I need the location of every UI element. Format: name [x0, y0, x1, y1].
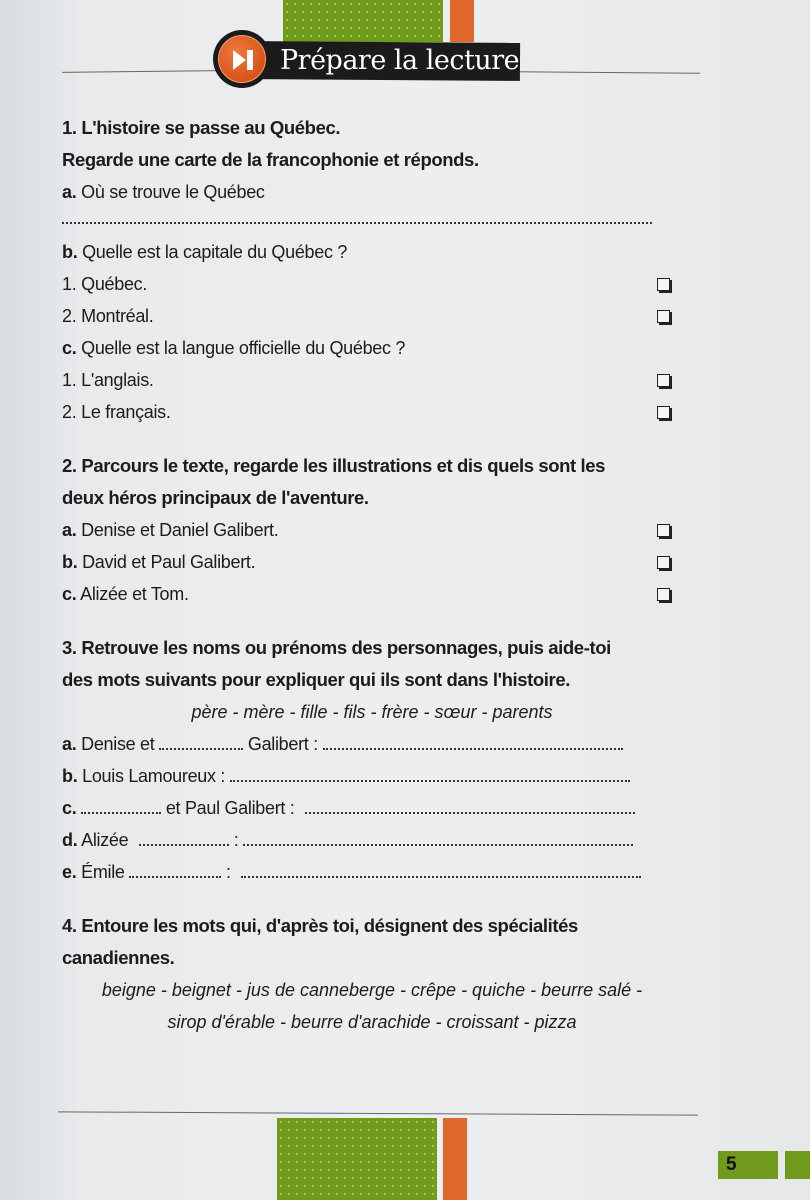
option-item: c. Alizée et Tom.	[62, 578, 682, 610]
question-title: deux héros principaux de l'aventure.	[62, 487, 369, 508]
page-tab-decoration	[785, 1151, 810, 1179]
fill-item: d. Alizée :	[62, 824, 682, 856]
answer-field[interactable]	[305, 798, 635, 814]
option-item: b. David et Paul Galibert.	[62, 546, 682, 578]
checkbox[interactable]	[657, 310, 670, 323]
question-part: a. Où se trouve le Québec	[62, 182, 265, 202]
fill-item: c. et Paul Galibert :	[62, 792, 682, 824]
header-rule	[515, 71, 700, 74]
decorative-orange-strip	[443, 1118, 467, 1200]
answer-field[interactable]	[243, 830, 633, 846]
question-part: c. Quelle est la langue officielle du Québec ?	[62, 338, 406, 358]
question-1	[62, 112, 682, 428]
word-bank: père - mère - fille - fils - frère - sœur - parents	[191, 702, 553, 722]
fill-item: e. Émile :	[62, 856, 682, 888]
question-2	[62, 450, 682, 610]
answer-field[interactable]	[230, 766, 630, 782]
question-title: Regarde une carte de la francophonie et réponds.	[62, 149, 479, 170]
section-badge	[213, 30, 271, 88]
question-part: b. Quelle est la capitale du Québec ?	[62, 242, 348, 262]
checkbox[interactable]	[657, 524, 670, 537]
fill-item: b. Louis Lamoureux :	[62, 760, 682, 792]
checkbox[interactable]	[657, 556, 670, 569]
footer-rule	[58, 1111, 698, 1115]
blank-field[interactable]	[81, 798, 161, 814]
blank-field[interactable]	[159, 734, 243, 750]
answer-field[interactable]	[323, 734, 623, 750]
question-title: 1. L'histoire se passe au Québec.	[62, 117, 341, 138]
checkbox[interactable]	[657, 278, 670, 291]
fill-item: a. Denise et Galibert :	[62, 728, 682, 760]
question-title: 4. Entoure les mots qui, d'après toi, désignent des spécialités	[62, 915, 578, 936]
blank-field[interactable]	[139, 830, 229, 846]
exercise-content	[62, 112, 682, 1038]
checkbox[interactable]	[657, 374, 670, 387]
play-next-icon	[231, 48, 255, 72]
checkbox[interactable]	[657, 588, 670, 601]
header-rule	[62, 70, 222, 73]
option-item: 1. Québec.	[62, 268, 682, 300]
question-4	[62, 910, 682, 1038]
option-item: 2. Le français.	[62, 396, 682, 428]
section-title: Prépare la lecture	[280, 45, 520, 76]
question-title: des mots suivants pour expliquer qui ils sont dans l'histoire.	[62, 669, 570, 690]
page-number: 5	[718, 1151, 778, 1179]
word-list[interactable]: sirop d'érable - beurre d'arachide - croissant - pizza	[167, 1012, 577, 1032]
answer-line[interactable]	[62, 222, 652, 224]
option-item: 1. L'anglais.	[62, 364, 682, 396]
question-3	[62, 632, 682, 888]
decorative-orange-strip	[450, 0, 474, 42]
option-item: a. Denise et Daniel Galibert.	[62, 514, 682, 546]
answer-field[interactable]	[241, 862, 641, 878]
decorative-green-strip	[283, 0, 443, 42]
question-title: 2. Parcours le texte, regarde les illustrations et dis quels sont les	[62, 455, 606, 476]
decorative-green-strip	[277, 1118, 437, 1200]
question-title: 3. Retrouve les noms ou prénoms des personnages, puis aide-toi	[62, 637, 611, 658]
option-item: 2. Montréal.	[62, 300, 682, 332]
word-list[interactable]: beigne - beignet - jus de canneberge - crêpe - quiche - beurre salé -	[101, 980, 643, 1000]
question-title: canadiennes.	[62, 947, 175, 968]
blank-field[interactable]	[129, 862, 221, 878]
checkbox[interactable]	[657, 406, 670, 419]
